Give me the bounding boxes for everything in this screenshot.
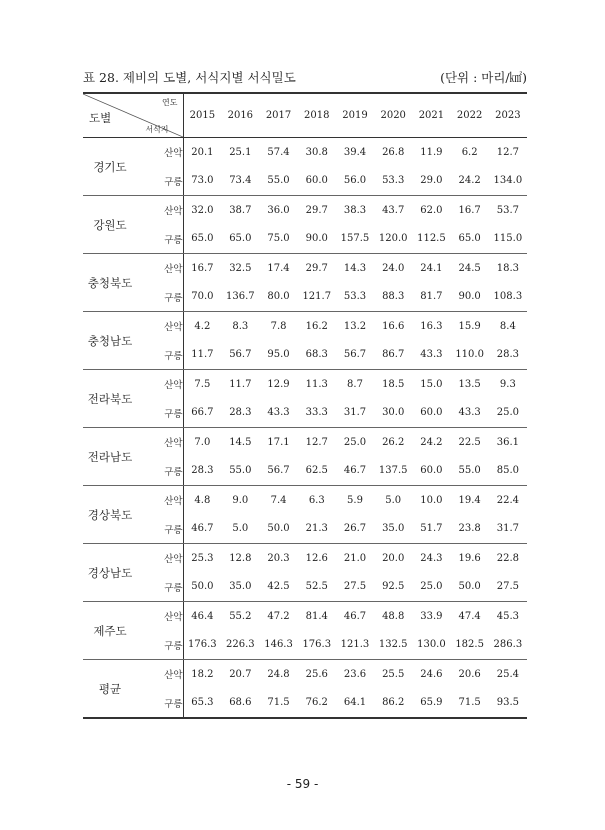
density-value-cell: 9.0: [232, 494, 249, 506]
density-value-cell: 55.2: [229, 610, 252, 622]
density-value-cell: 24.2: [420, 436, 443, 448]
density-value-cell: 38.7: [229, 204, 252, 216]
density-value-cell: 31.7: [489, 514, 527, 544]
density-value-cell: 88.3: [374, 282, 412, 312]
density-value-cell: 65.0: [221, 224, 259, 254]
table-title: 표 28. 제비의 도별, 서식지별 서식밀도: [83, 70, 296, 85]
density-value-cell: 25.0: [489, 398, 527, 428]
region-cell: 전라북도: [83, 370, 137, 428]
density-value-cell: 28.3: [221, 398, 259, 428]
density-value-cell: 32.5: [229, 262, 252, 274]
table-row: [83, 254, 527, 283]
density-value-cell: 65.0: [183, 224, 221, 254]
table-row: [83, 544, 527, 573]
density-value-cell: 60.0: [298, 166, 336, 196]
density-value-cell: 92.5: [374, 572, 412, 602]
density-value-cell: 46.7: [183, 514, 221, 544]
density-value-cell: 9.3: [499, 378, 516, 390]
density-value-cell: 130.0: [412, 630, 450, 660]
habitat-type-cell: 산악: [137, 660, 183, 689]
density-value-cell: 25.0: [343, 436, 367, 448]
density-value-cell: 32.0: [191, 204, 214, 216]
density-value-cell: 5.9: [347, 494, 363, 506]
density-value-cell: 226.3: [221, 630, 259, 660]
year-header: 2019: [336, 93, 374, 138]
density-value-cell: 5.0: [221, 514, 259, 544]
density-value-cell: 18.3: [496, 262, 519, 274]
density-value-cell: 286.3: [489, 630, 527, 660]
density-value-cell: 86.2: [382, 697, 405, 708]
region-cell: 전라남도: [83, 428, 137, 486]
density-value-cell: 73.4: [221, 166, 259, 196]
density-value-cell: 56.7: [336, 340, 374, 370]
density-value-cell: 29.0: [412, 166, 450, 196]
density-value-cell: 13.5: [458, 378, 481, 390]
table-row: [83, 312, 527, 341]
density-value-cell: 68.6: [229, 697, 252, 708]
density-value-cell: 182.5: [451, 630, 489, 660]
density-value-cell: 24.1: [420, 262, 443, 274]
density-value-cell: 65.9: [420, 697, 443, 708]
habitat-type-cell: 구릉: [137, 166, 183, 196]
density-value-cell: 50.0: [259, 514, 297, 544]
density-value-cell: 28.3: [489, 340, 527, 370]
density-value-cell: 22.5: [458, 436, 481, 448]
density-value-cell: 62.5: [298, 456, 336, 486]
habitat-type-cell: 산악: [137, 196, 183, 225]
habitat-type-cell: 구릉: [137, 456, 183, 486]
table-row: [83, 196, 527, 225]
density-table: [83, 92, 527, 719]
density-value-cell: 24.3: [420, 552, 443, 564]
table-row: [83, 398, 527, 428]
density-value-cell: 57.4: [267, 146, 290, 158]
density-value-cell: 50.0: [183, 572, 221, 602]
density-value-cell: 4.8: [194, 494, 211, 506]
table-row: [83, 456, 527, 486]
density-value-cell: 18.5: [382, 378, 405, 390]
habitat-type-cell: 구릉: [137, 282, 183, 312]
year-axis-label: 연도: [162, 98, 178, 107]
density-value-cell: 14.5: [229, 436, 252, 448]
density-value-cell: 24.5: [458, 262, 481, 274]
density-value-cell: 24.6: [420, 668, 443, 680]
page-number: - 59 -: [286, 777, 319, 791]
density-value-cell: 20.6: [458, 668, 481, 680]
density-value-cell: 112.5: [412, 224, 450, 254]
region-column-label: 도별: [89, 111, 112, 125]
density-value-cell: 21.0: [343, 552, 367, 564]
density-value-cell: 29.7: [305, 204, 328, 216]
habitat-type-cell: 구릉: [137, 630, 183, 660]
density-value-cell: 36.1: [496, 436, 519, 448]
region-cell: 경상남도: [83, 544, 137, 602]
year-header: 2023: [489, 93, 527, 138]
table-row: [83, 370, 527, 399]
habitat-axis-label: 서식지: [145, 125, 169, 134]
density-value-cell: 51.7: [412, 514, 450, 544]
density-value-cell: 16.6: [382, 320, 405, 332]
year-header: 2015: [183, 93, 221, 138]
habitat-type-cell: 산악: [137, 254, 183, 283]
density-value-cell: 16.3: [420, 320, 443, 332]
density-value-cell: 65.3: [191, 697, 214, 708]
density-value-cell: 56.7: [259, 456, 297, 486]
density-value-cell: 73.0: [183, 166, 221, 196]
density-value-cell: 25.0: [412, 572, 450, 602]
density-value-cell: 25.4: [496, 668, 519, 680]
density-value-cell: 12.7: [496, 146, 519, 158]
density-value-cell: 27.5: [489, 572, 527, 602]
density-value-cell: 26.2: [382, 436, 405, 448]
density-value-cell: 17.4: [267, 262, 290, 274]
density-value-cell: 81.7: [412, 282, 450, 312]
density-value-cell: 22.4: [496, 494, 519, 506]
header-row: [83, 93, 527, 138]
density-value-cell: 50.0: [451, 572, 489, 602]
density-value-cell: 42.5: [259, 572, 297, 602]
density-value-cell: 26.8: [382, 146, 405, 158]
year-header: 2020: [374, 93, 412, 138]
density-value-cell: 31.7: [336, 398, 374, 428]
density-value-cell: 7.8: [270, 320, 287, 332]
habitat-type-cell: 산악: [137, 312, 183, 341]
density-value-cell: 8.3: [232, 320, 249, 332]
density-value-cell: 14.3: [343, 262, 367, 274]
density-value-cell: 13.2: [343, 320, 367, 332]
density-value-cell: 16.7: [458, 204, 481, 216]
region-cell: 경상북도: [83, 486, 137, 544]
region-cell: 평균: [98, 681, 122, 696]
density-value-cell: 24.0: [382, 262, 405, 274]
region-cell: 경기도: [83, 138, 137, 196]
density-value-cell: 8.4: [499, 320, 516, 332]
density-value-cell: 86.7: [374, 340, 412, 370]
year-header: 2021: [412, 93, 450, 138]
density-value-cell: 71.5: [267, 697, 290, 708]
table-row: [83, 224, 527, 254]
density-value-cell: 10.0: [420, 494, 443, 506]
habitat-type-cell: 구릉: [137, 398, 183, 428]
density-value-cell: 53.7: [496, 204, 519, 216]
table-row: [83, 514, 527, 544]
density-value-cell: 46.4: [191, 610, 214, 622]
density-value-cell: 90.0: [298, 224, 336, 254]
density-value-cell: 15.0: [420, 378, 443, 390]
year-header: 2016: [221, 93, 259, 138]
table-row: [83, 572, 527, 602]
density-value-cell: 20.3: [267, 552, 290, 564]
density-value-cell: 108.3: [489, 282, 527, 312]
density-value-cell: 115.0: [489, 224, 527, 254]
density-value-cell: 7.5: [194, 378, 211, 390]
density-value-cell: 134.0: [489, 166, 527, 196]
density-value-cell: 62.0: [420, 204, 443, 216]
year-header: 2018: [298, 93, 336, 138]
density-value-cell: 28.3: [183, 456, 221, 486]
habitat-type-cell: 산악: [137, 544, 183, 573]
region-cell: 충청북도: [83, 254, 137, 312]
region-cell: 제주도: [83, 602, 137, 660]
table-unit: (단위 : 마리/㎢): [440, 70, 527, 85]
density-value-cell: 33.9: [420, 610, 443, 622]
density-value-cell: 176.3: [298, 630, 336, 660]
table-row: [83, 660, 527, 689]
density-value-cell: 45.3: [496, 610, 519, 622]
density-value-cell: 35.0: [221, 572, 259, 602]
habitat-type-cell: 구릉: [137, 224, 183, 254]
density-value-cell: 19.6: [458, 552, 481, 564]
density-value-cell: 27.5: [336, 572, 374, 602]
density-value-cell: 95.0: [259, 340, 297, 370]
density-value-cell: 17.1: [267, 436, 290, 448]
density-value-cell: 75.0: [259, 224, 297, 254]
density-value-cell: 25.6: [305, 668, 328, 680]
density-value-cell: 43.3: [451, 398, 489, 428]
density-value-cell: 176.3: [183, 630, 221, 660]
density-value-cell: 36.0: [267, 204, 290, 216]
density-value-cell: 66.7: [183, 398, 221, 428]
year-header: 2022: [451, 93, 489, 138]
density-value-cell: 60.0: [412, 456, 450, 486]
density-value-cell: 12.9: [267, 378, 290, 390]
density-value-cell: 55.0: [221, 456, 259, 486]
density-value-cell: 53.3: [336, 282, 374, 312]
density-value-cell: 18.2: [191, 668, 214, 680]
table-row: [83, 282, 527, 312]
density-value-cell: 81.4: [305, 610, 328, 622]
density-value-cell: 6.3: [308, 494, 325, 506]
diagonal-header-cell: [83, 93, 183, 138]
density-value-cell: 38.3: [343, 204, 367, 216]
density-value-cell: 43.7: [382, 204, 405, 216]
density-value-cell: 33.3: [298, 398, 336, 428]
density-value-cell: 20.1: [191, 146, 214, 158]
density-value-cell: 121.7: [298, 282, 336, 312]
habitat-type-cell: 산악: [137, 428, 183, 457]
density-value-cell: 25.5: [382, 668, 405, 680]
density-value-cell: 132.5: [374, 630, 412, 660]
table-row: [83, 340, 527, 370]
density-value-cell: 23.6: [343, 668, 367, 680]
density-value-cell: 7.0: [194, 436, 211, 448]
density-value-cell: 4.2: [194, 320, 211, 332]
density-value-cell: 76.2: [305, 697, 328, 708]
habitat-type-cell: 산악: [137, 602, 183, 631]
density-value-cell: 90.0: [451, 282, 489, 312]
density-value-cell: 93.5: [496, 697, 519, 708]
density-value-cell: 39.4: [343, 146, 367, 158]
density-value-cell: 12.6: [305, 552, 328, 564]
density-value-cell: 25.1: [229, 146, 252, 158]
density-value-cell: 12.7: [305, 436, 328, 448]
density-value-cell: 5.0: [385, 494, 402, 506]
density-value-cell: 157.5: [336, 224, 374, 254]
habitat-type-cell: 구릉: [137, 514, 183, 544]
table-row: [83, 486, 527, 515]
table-row: [83, 602, 527, 631]
density-value-cell: 70.0: [183, 282, 221, 312]
habitat-type-cell: 산악: [137, 370, 183, 399]
density-value-cell: 60.0: [412, 398, 450, 428]
habitat-type-cell: 구릉: [137, 572, 183, 602]
habitat-type-cell: 구릉: [137, 340, 183, 370]
density-value-cell: 11.7: [229, 378, 252, 390]
density-value-cell: 48.8: [382, 610, 405, 622]
density-value-cell: 80.0: [259, 282, 297, 312]
region-cell: 강원도: [83, 196, 137, 254]
region-cell: 충청남도: [83, 312, 137, 370]
density-value-cell: 8.7: [347, 378, 363, 390]
density-value-cell: 19.4: [458, 494, 481, 506]
density-value-cell: 12.8: [229, 552, 252, 564]
density-value-cell: 11.3: [305, 378, 328, 390]
density-value-cell: 53.3: [374, 166, 412, 196]
density-value-cell: 30.0: [374, 398, 412, 428]
density-value-cell: 47.4: [458, 610, 481, 622]
density-value-cell: 26.7: [336, 514, 374, 544]
density-value-cell: 21.3: [298, 514, 336, 544]
density-value-cell: 11.7: [183, 340, 221, 370]
density-value-cell: 43.3: [412, 340, 450, 370]
density-value-cell: 52.5: [298, 572, 336, 602]
density-value-cell: 24.8: [267, 668, 290, 680]
density-value-cell: 47.2: [267, 610, 290, 622]
table-row: [83, 166, 527, 196]
density-value-cell: 15.9: [458, 320, 481, 332]
density-value-cell: 16.2: [305, 320, 328, 332]
density-value-cell: 25.3: [191, 552, 214, 564]
table-row: [83, 630, 527, 660]
density-value-cell: 46.7: [336, 456, 374, 486]
density-value-cell: 55.0: [451, 456, 489, 486]
density-value-cell: 137.5: [374, 456, 412, 486]
density-value-cell: 20.0: [382, 552, 405, 564]
table-row: [83, 428, 527, 457]
habitat-type-cell: 산악: [137, 138, 183, 167]
density-value-cell: 120.0: [374, 224, 412, 254]
density-value-cell: 7.4: [270, 494, 287, 506]
density-value-cell: 71.5: [458, 697, 481, 708]
density-value-cell: 56.0: [336, 166, 374, 196]
habitat-type-cell: 구릉: [137, 688, 183, 718]
density-value-cell: 146.3: [259, 630, 297, 660]
habitat-type-cell: 산악: [137, 486, 183, 515]
density-value-cell: 55.0: [259, 166, 297, 196]
density-value-cell: 24.2: [451, 166, 489, 196]
density-value-cell: 110.0: [451, 340, 489, 370]
table-caption: [83, 68, 527, 86]
density-value-cell: 56.7: [221, 340, 259, 370]
density-value-cell: 46.7: [343, 610, 367, 622]
density-value-cell: 35.0: [374, 514, 412, 544]
density-value-cell: 20.7: [229, 668, 252, 680]
density-value-cell: 43.3: [259, 398, 297, 428]
density-value-cell: 29.7: [305, 262, 328, 274]
year-header: 2017: [259, 93, 297, 138]
table-row: [83, 688, 527, 718]
density-value-cell: 136.7: [221, 282, 259, 312]
density-value-cell: 64.1: [343, 697, 367, 708]
density-value-cell: 11.9: [420, 146, 443, 158]
density-value-cell: 16.7: [191, 262, 214, 274]
density-value-cell: 30.8: [305, 146, 328, 158]
density-value-cell: 65.0: [451, 224, 489, 254]
table-row: [83, 138, 527, 167]
density-value-cell: 68.3: [298, 340, 336, 370]
density-value-cell: 121.3: [336, 630, 374, 660]
density-value-cell: 22.8: [496, 552, 519, 564]
density-value-cell: 6.2: [461, 146, 478, 158]
table-body: [83, 138, 527, 719]
density-value-cell: 23.8: [451, 514, 489, 544]
density-value-cell: 85.0: [489, 456, 527, 486]
